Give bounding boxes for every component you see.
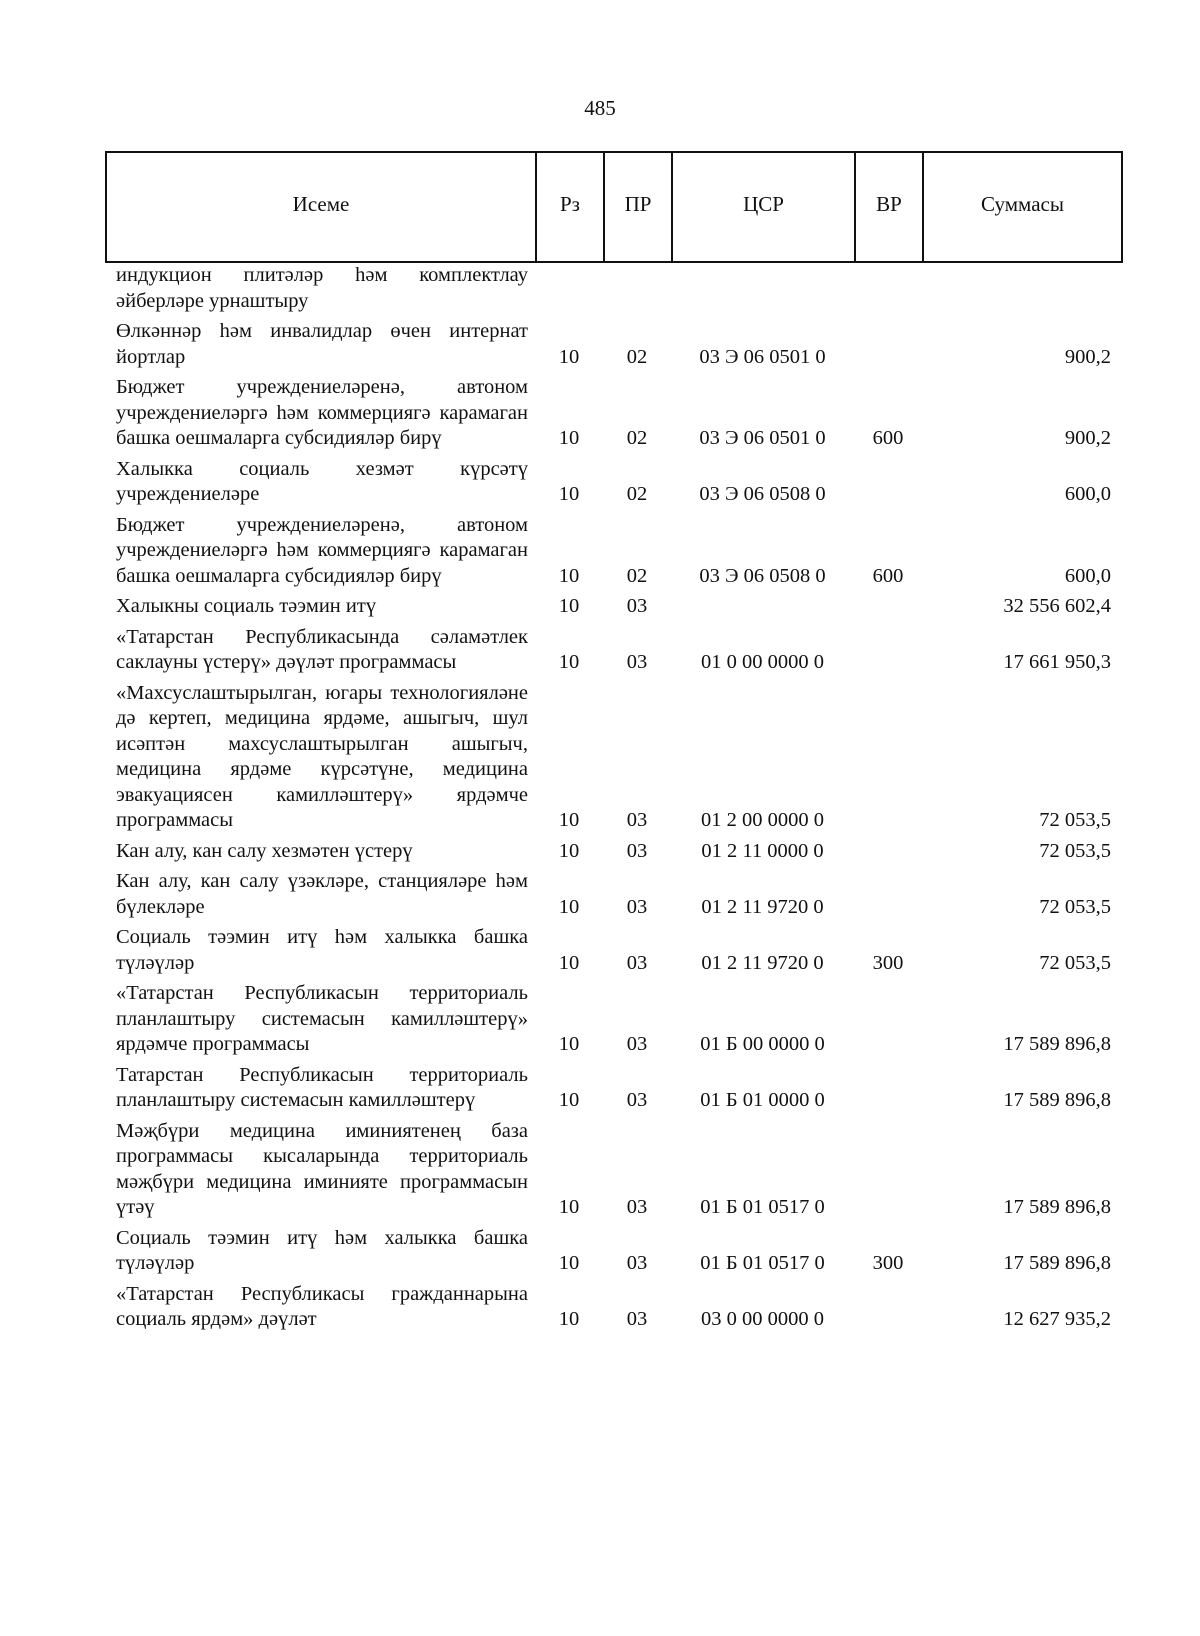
cell-sum: 900,2 xyxy=(1064,345,1111,368)
cell-rz: 10 xyxy=(558,1033,580,1055)
table-row xyxy=(105,1119,1123,1221)
cell-name: «Татарстан Республикасы гражданнарына социаль ярдәм» дәүләт xyxy=(116,1282,528,1330)
cell-pr: 03 xyxy=(626,895,648,918)
header-pr: ПР xyxy=(605,153,673,261)
cell-csr: 01 Б 01 0000 0 xyxy=(700,1089,825,1111)
table-body xyxy=(105,263,1123,1338)
cell-name: «Татарстан Республикасында сәламәтлек саклауны үстерү» дәүләт программасы xyxy=(116,625,528,673)
cell-csr: 03 0 00 0000 0 xyxy=(701,1308,824,1330)
cell-name: «Татарстан Республикасын территориаль планлаштыру системасын камилләштерү» ярдәмче программасы xyxy=(116,982,528,1055)
cell-pr: 03 xyxy=(626,1089,648,1111)
cell-vr: 600 xyxy=(872,427,904,449)
cell-csr: 01 2 11 9720 0 xyxy=(701,895,824,918)
cell-csr: 03 Э 06 0501 0 xyxy=(699,427,826,449)
cell-sum: 72 053,5 xyxy=(1039,895,1111,918)
cell-csr: 01 2 11 0000 0 xyxy=(701,839,824,862)
cell-name: Өлкәннәр һәм инвалидлар өчен интернат йортлар xyxy=(116,320,528,368)
cell-vr: 300 xyxy=(872,951,904,974)
cell-sum: 900,2 xyxy=(1064,427,1111,449)
cell-csr: 01 Б 00 0000 0 xyxy=(700,1033,825,1055)
table-row xyxy=(105,925,1123,976)
cell-sum: 17 589 896,8 xyxy=(1003,1252,1111,1274)
cell-name: Кан алу, кан салу хезмәтен үстерү xyxy=(116,839,413,862)
table-row xyxy=(105,681,1123,834)
cell-name: индукцион плитәләр һәм комплектлау әйберләре урнаштыру xyxy=(116,264,528,312)
cell-sum: 17 661 950,3 xyxy=(1003,651,1111,673)
cell-pr: 03 xyxy=(626,651,648,673)
cell-name: Бюджет учреждениеләренә, автоном учреждениеләргә һәм коммерциягә карамаган башка оешмаларга субсидияләр бирү xyxy=(116,513,528,587)
cell-rz: 10 xyxy=(558,564,580,587)
cell-rz: 10 xyxy=(558,1196,580,1218)
cell-name: «Махсуслаштырылган, югары технологияләне дә кертеп, медицина ярдәме, ашыгыч, шул исәптән махсуслаштырылган ашыгыч, медицина ярдәме күрсәтүне, медицина эвакуациясен камилләштерү» ярдәмче программасы xyxy=(116,681,528,831)
cell-rz: 10 xyxy=(558,1252,580,1274)
cell-rz: 10 xyxy=(558,951,580,974)
cell-rz: 10 xyxy=(558,839,580,862)
cell-pr: 03 xyxy=(626,809,648,831)
cell-rz: 10 xyxy=(558,1308,580,1330)
cell-sum: 72 053,5 xyxy=(1039,951,1111,974)
cell-name: Халыкны социаль тәэмин итү xyxy=(116,595,377,617)
cell-sum: 72 053,5 xyxy=(1039,839,1111,862)
cell-vr: 300 xyxy=(872,1252,904,1274)
cell-name: Кан алу, кан салу үзәкләре, станцияләре һәм бүлекләре xyxy=(116,870,528,918)
header-csr: ЦСР xyxy=(673,153,856,261)
cell-csr: 01 Б 01 0517 0 xyxy=(700,1252,825,1274)
cell-pr: 03 xyxy=(626,1196,648,1218)
cell-name: Мәҗбүри медицина иминиятенең база программасы кысаларында территориаль мәҗбүри медицина иминияте программасын үтәү xyxy=(116,1119,528,1218)
table-row xyxy=(105,1226,1123,1277)
cell-pr: 02 xyxy=(626,427,648,449)
cell-vr: 600 xyxy=(872,564,904,587)
cell-rz: 10 xyxy=(558,595,580,617)
table-row xyxy=(105,625,1123,676)
cell-rz: 10 xyxy=(558,427,580,449)
cell-csr: 01 2 11 9720 0 xyxy=(701,951,824,974)
table-row xyxy=(105,981,1123,1058)
table-row xyxy=(105,594,1123,620)
table-row xyxy=(105,319,1123,370)
cell-pr: 03 xyxy=(626,951,648,974)
header-rz: Рз xyxy=(537,153,605,261)
table-header xyxy=(105,151,1123,263)
table-row xyxy=(105,839,1123,865)
cell-rz: 10 xyxy=(558,483,580,505)
cell-sum: 600,0 xyxy=(1064,564,1111,587)
cell-name: Татарстан Республикасын территориаль планлаштыру системасын камилләштерү xyxy=(116,1063,528,1111)
cell-pr: 03 xyxy=(626,1308,648,1330)
header-name: Исеме xyxy=(107,153,537,261)
cell-sum: 17 589 896,8 xyxy=(1003,1089,1111,1111)
cell-name: Халыкка социаль хезмәт күрсәтү учреждениеләре xyxy=(116,457,528,505)
cell-pr: 02 xyxy=(626,564,648,587)
table-row xyxy=(105,457,1123,508)
cell-csr: 03 Э 06 0508 0 xyxy=(699,564,826,587)
cell-rz: 10 xyxy=(558,809,580,831)
table-row xyxy=(105,375,1123,452)
cell-pr: 02 xyxy=(626,483,648,505)
cell-sum: 17 589 896,8 xyxy=(1003,1033,1111,1055)
cell-csr: 01 Б 01 0517 0 xyxy=(700,1196,825,1218)
cell-pr: 03 xyxy=(626,839,648,862)
header-vr: ВР xyxy=(856,153,924,261)
table-row xyxy=(105,513,1123,590)
table-row xyxy=(105,1063,1123,1114)
cell-pr: 03 xyxy=(626,1252,648,1274)
cell-rz: 10 xyxy=(558,651,580,673)
cell-rz: 10 xyxy=(558,895,580,918)
cell-sum: 17 589 896,8 xyxy=(1003,1196,1111,1218)
cell-rz: 10 xyxy=(558,345,580,368)
cell-csr: 03 Э 06 0508 0 xyxy=(699,483,826,505)
table-row xyxy=(105,263,1123,314)
cell-sum: 32 556 602,4 xyxy=(1003,595,1111,617)
cell-pr: 02 xyxy=(626,345,648,368)
cell-csr: 01 0 00 0000 0 xyxy=(701,651,824,673)
cell-pr: 03 xyxy=(626,1033,648,1055)
cell-name: Бюджет учреждениеләренә, автоном учреждениеләргә һәм коммерциягә карамаган башка оешмаларга субсидияләр бирү xyxy=(116,376,528,449)
cell-pr: 03 xyxy=(626,595,648,617)
cell-rz: 10 xyxy=(558,1089,580,1111)
cell-csr: 03 Э 06 0501 0 xyxy=(699,345,826,368)
table-row xyxy=(105,1282,1123,1333)
table-row xyxy=(105,869,1123,920)
cell-sum: 600,0 xyxy=(1064,483,1111,505)
cell-name: Социаль тәэмин итү һәм халыкка башка түләүләр xyxy=(116,1226,528,1274)
cell-csr: 01 2 00 0000 0 xyxy=(701,809,824,831)
cell-sum: 12 627 935,2 xyxy=(1003,1308,1111,1330)
header-sum: Суммасы xyxy=(981,191,1064,216)
cell-name: Социаль тәэмин итү һәм халыкка башка түләүләр xyxy=(116,926,528,974)
cell-sum: 72 053,5 xyxy=(1039,809,1111,831)
page-number: 485 xyxy=(584,96,616,120)
